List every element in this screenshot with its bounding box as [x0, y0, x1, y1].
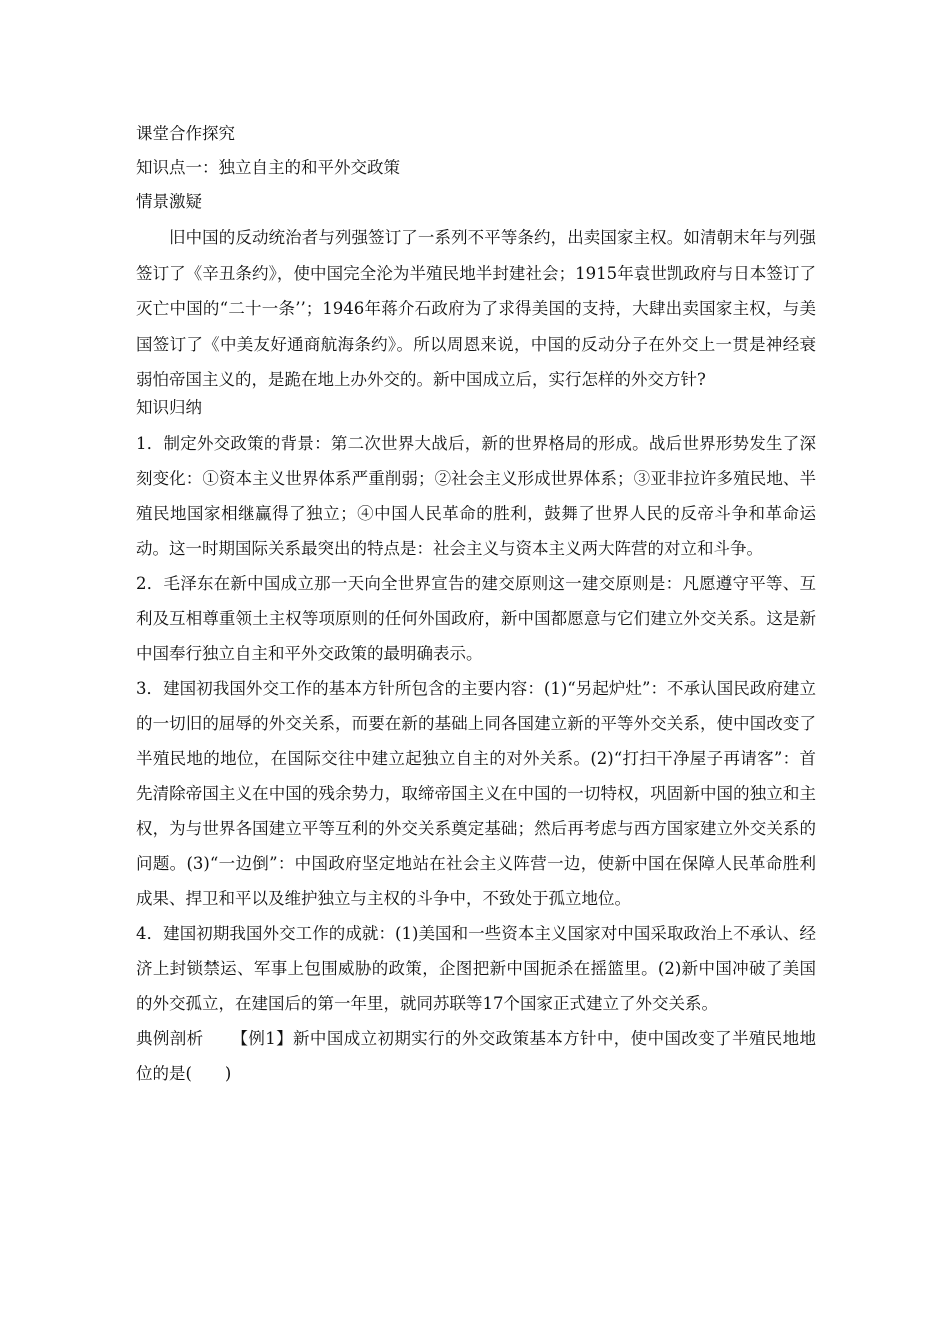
section-title: 课堂合作探究 [136, 124, 235, 143]
knowledge-point-heading: 知识点一：独立自主的和平外交政策 [136, 158, 400, 177]
document-page [136, 120, 816, 1091]
summary-item-3: 3．建国初我国外交工作的基本方针所包含的主要内容：(1)“另起炉灶”：不承认国民政府建立的一切旧的屈辱的外交关系，而要在新的基础上同各国建立新的平等外交关系，使中国改变了半殖民地的地位，在国际交往中建立起独立自主的对外关系。(2)“打扫干净屋子再请客”：首先清除帝国主义在中国的残余势力，取缔帝国主义在中国的一切特权，巩固新中国的独立和主权，为与世界各国建立平等互利的外交关系奠定基础；然后再考虑与西方国家建立外交关系的问题。(3)“一边倒”：中国政府坚定地站在社会主义阵营一边，使新中国在保障人民革命胜利成果、捍卫和平以及维护独立与主权的斗争中，不致处于孤立地位。 [136, 678, 816, 908]
example-question: 【例1】新中国成立初期实行的外交政策基本方针中，使中国改变了半殖民地地位的是( ) [136, 1028, 817, 1083]
scenario-paragraph: 旧中国的反动统治者与列强签订了一系列不平等条约，出卖国家主权。如清朝末年与列强签订了《辛丑条约》，使中国完全沦为半殖民地半封建社会；1915年袁世凯政府与日本签订了灭亡中国的“二十一条’’；1946年蒋介石政府为了求得美国的支持，大肆出卖国家主权，与美国签订了《中美友好通商航海条约》。所以周恩来说，中国的反动分子在外交上一贯是神经衰弱怕帝国主义的，是跪在地上办外交的。新中国成立后，实行怎样的外交方针? [136, 228, 816, 389]
summary-heading: 知识归纳 [136, 397, 202, 417]
example-paragraph [136, 1021, 816, 1091]
summary-item-4: 4．建国初期我国外交工作的成就：(1)美国和一些资本主义国家对中国采取政治上不承认、经济上封锁禁运、军事上包围威胁的政策，企图把新中国扼杀在摇篮里。(2)新中国冲破了美国的外交孤立，在建国后的第一年里，就同苏联等17个国家正式建立了外交关系。 [136, 923, 816, 1013]
example-tag: 典例剖析 [136, 1028, 204, 1048]
summary-item-1: 1．制定外交政策的背景：第二次世界大战后，新的世界格局的形成。战后世界形势发生了深刻变化：①资本主义世界体系严重削弱；②社会主义形成世界体系；③亚非拉许多殖民地、半殖民地国家相继赢得了独立；④中国人民革命的胜利，鼓舞了世界人民的反帝斗争和革命运动。这一时期国际关系最突出的特点是：社会主义与资本主义两大阵营的对立和斗争。 [136, 433, 816, 558]
scenario-heading: 情景激疑 [136, 192, 202, 211]
summary-item-2: 2．毛泽东在新中国成立那一天向全世界宣告的建交原则这一建交原则是：凡愿遵守平等、互利及互相尊重领土主权等项原则的任何外国政府，新中国都愿意与它们建立外交关系。这是新中国奉行独立自主和平外交政策的最明确表示。 [136, 573, 816, 663]
